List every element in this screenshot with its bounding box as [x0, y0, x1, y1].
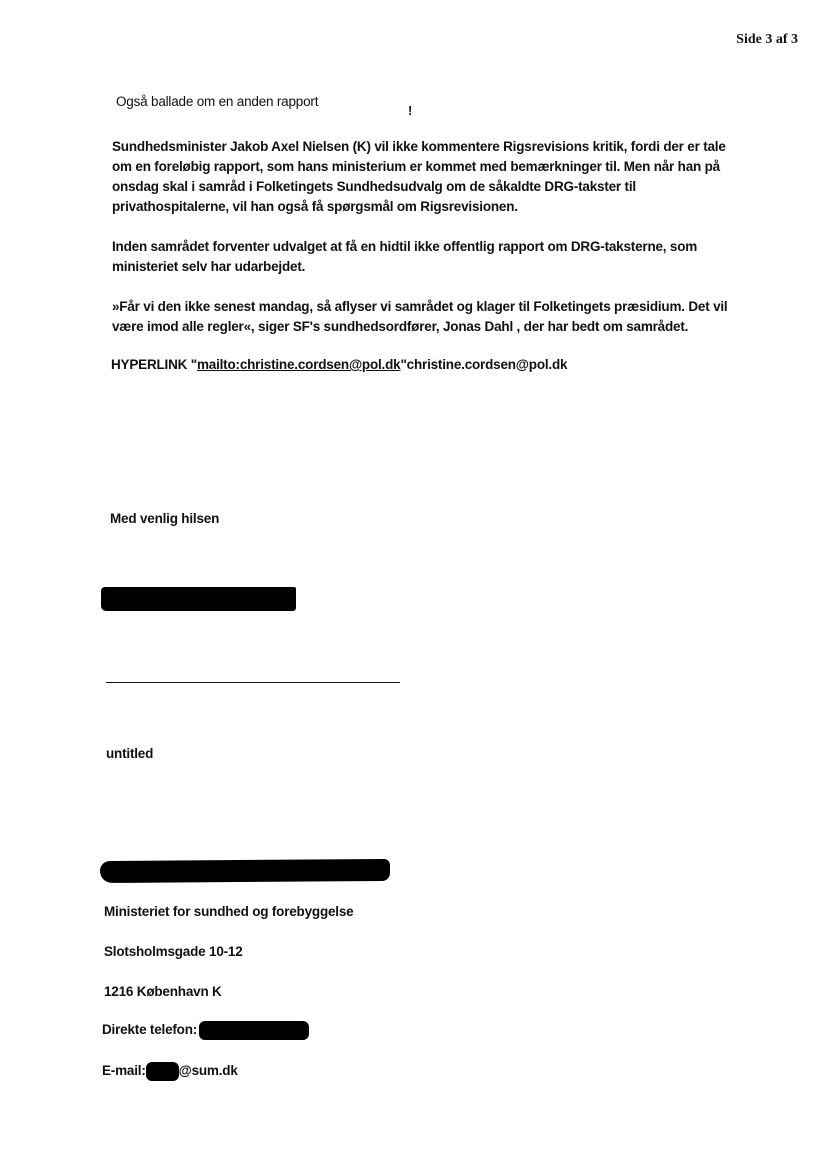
paragraph-committee [112, 237, 697, 277]
email-label: E-mail: [102, 1063, 146, 1078]
paragraph-minister [112, 137, 726, 217]
ministry-name: Ministeriet for sundhed og forebyggelse [104, 904, 354, 919]
paragraph-line: være imod alle regler«, siger SF's sundhedsordfører, Jonas Dahl , der har bedt om samrådet. [112, 319, 689, 334]
untitled-label: untitled [106, 746, 154, 761]
email-line [102, 1061, 238, 1081]
signature-divider [106, 682, 400, 683]
paragraph-line: ministeriet selv har udarbejdet. [112, 259, 306, 274]
hyperlink-prefix: HYPERLINK " [111, 357, 197, 372]
phone-line [102, 1020, 309, 1040]
page-number: Side 3 af 3 [736, 32, 798, 47]
street-address: Slotsholmsgade 10-12 [104, 944, 243, 959]
mailto-link[interactable]: mailto:christine.cordsen@pol.dk [196, 357, 401, 372]
redacted-email-user [146, 1062, 179, 1081]
redacted-phone [199, 1021, 309, 1040]
paragraph-line: privathospitalerne, vil han også få spørgsmål om Rigsrevisionen. [112, 199, 518, 214]
city-address: 1216 København K [104, 984, 222, 999]
paragraph-line: Sundhedsminister Jakob Axel Nielsen (K) vil ikke kommentere Rigsrevisions kritik, fordi der er tale [112, 139, 726, 154]
hyperlink-line [111, 355, 567, 375]
email-domain: @sum.dk [178, 1063, 238, 1078]
paragraph-line: onsdag skal i samråd i Folketingets Sundhedsudvalg om de såkaldte DRG-takster til [112, 179, 636, 194]
hyperlink-suffix: "christine.cordsen@pol.dk [400, 357, 568, 372]
redacted-title-block [100, 859, 390, 883]
closing-greeting: Med venlig hilsen [110, 511, 220, 526]
redacted-name-block [101, 587, 296, 611]
paragraph-quote [112, 297, 727, 337]
paragraph-line: Inden samrådet forventer udvalget at få en hidtil ikke offentlig rapport om DRG-taksterne, som [112, 239, 698, 254]
phone-label: Direkte telefon: [102, 1022, 198, 1037]
paragraph-line: »Får vi den ikke senest mandag, så aflyser vi samrådet og klager til Folketingets præsidium. Det vil [112, 299, 728, 314]
section-heading: Også ballade om en anden rapport [116, 94, 319, 109]
paragraph-line: om en foreløbig rapport, som hans ministerium er kommet med bemærkninger til. Men når han på [112, 159, 720, 174]
stray-mark: ! [408, 103, 413, 118]
